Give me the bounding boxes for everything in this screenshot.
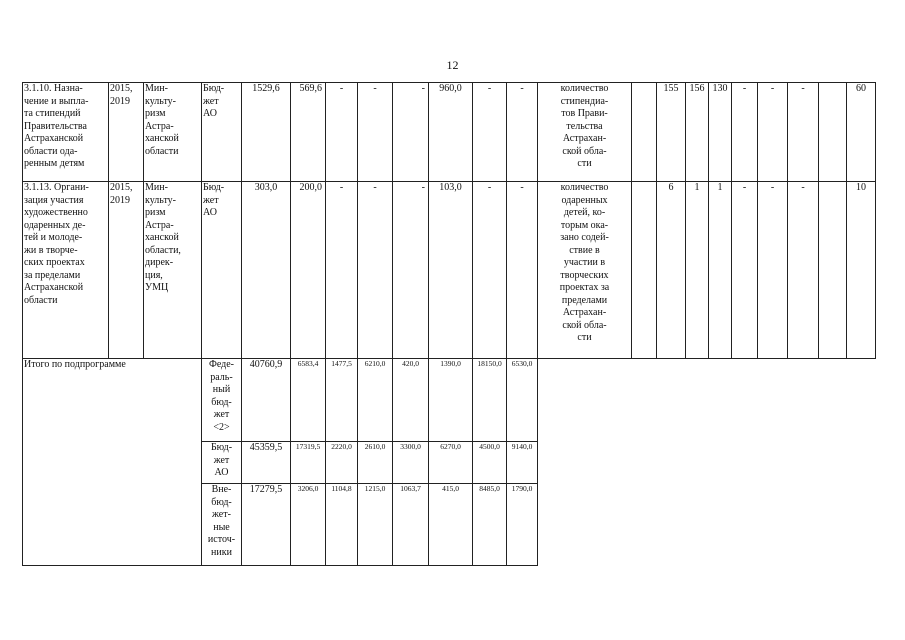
column-divider	[325, 358, 326, 565]
column-divider	[22, 358, 23, 565]
total-cell-y2: 2220,0	[331, 442, 352, 451]
table-cell-i3: 1	[717, 182, 723, 193]
total-cell-y7: 9140,0	[511, 442, 533, 451]
table-cell-total: 303,0	[254, 182, 278, 193]
total-cell-y1: 17319,5	[295, 442, 321, 451]
column-divider	[818, 82, 819, 358]
total-cell-y1: 3206,0	[297, 484, 319, 493]
table-cell-indicator: количество одаренных детей, ко- торым ока- зано содей- ствие в участии в творческих проектах за пределами Астрахан- ской обла- сти	[559, 182, 610, 343]
table-cell-y6: -	[487, 182, 492, 193]
table-cell-i6: -	[801, 182, 805, 193]
column-divider	[290, 82, 291, 358]
column-divider	[357, 358, 358, 565]
total-cell-y6: 18150,0	[477, 359, 502, 368]
table-cell-y3: -	[373, 83, 377, 94]
total-cell-y5: 415,0	[442, 484, 459, 493]
total-label: Итого по подпрограмме	[24, 359, 126, 370]
column-divider	[472, 358, 473, 565]
table-cell-y7: -	[520, 83, 524, 94]
column-divider	[108, 82, 109, 358]
column-divider	[506, 358, 507, 565]
column-divider	[757, 82, 758, 358]
column-divider	[537, 82, 538, 358]
column-divider	[537, 358, 538, 565]
table-cell-y5: 103,0	[439, 182, 462, 193]
total-cell-y3: 2610,0	[364, 442, 386, 451]
table-cell-y2: -	[339, 83, 344, 94]
total-cell-y7: 6530,0	[511, 359, 533, 368]
total-cell-y2: 1477,5	[331, 359, 352, 368]
table-cell-total: 1529,6	[252, 83, 280, 94]
table-cell-i8: 60	[856, 83, 866, 94]
total-cell-y7: 1790,0	[511, 484, 533, 493]
total-cell-y4: 3300,0	[400, 442, 421, 451]
column-divider	[656, 82, 657, 358]
column-divider	[631, 82, 632, 358]
total-cell-y4: 1063,7	[400, 484, 421, 493]
column-divider	[506, 82, 507, 358]
table-cell-y3: -	[373, 182, 377, 193]
table-cell-i_base	[633, 182, 655, 357]
column-divider	[201, 358, 202, 565]
total-cell-y3: 6210,0	[364, 359, 386, 368]
table-cell-years: 2015, 2019	[110, 182, 133, 206]
table-cell-i4: -	[742, 182, 747, 193]
column-divider	[875, 82, 876, 358]
column-divider	[392, 82, 393, 358]
table-cell-y1: 200,0	[299, 182, 322, 193]
page-number: 12	[446, 58, 459, 72]
column-divider	[731, 82, 732, 358]
column-divider	[143, 82, 144, 358]
total-cell-y5: 6270,0	[440, 442, 461, 451]
column-divider	[428, 82, 429, 358]
column-divider	[241, 82, 242, 358]
table-cell-i2: 1	[694, 182, 700, 193]
total-cell-y4: 420,0	[402, 359, 419, 368]
table-cell-y6: -	[487, 83, 492, 94]
column-divider	[472, 82, 473, 358]
total-cell-source: Феде- раль- ный бюд- жет <2>	[208, 359, 235, 433]
table-cell-y7: -	[520, 182, 524, 193]
total-cell-y6: 8485,0	[479, 484, 500, 493]
total-cell-y1: 6583,4	[297, 359, 319, 368]
table-cell-i2: 156	[689, 83, 705, 94]
table-cell-y2: -	[339, 182, 344, 193]
table-cell-i7	[820, 182, 845, 357]
table-cell-i4: -	[742, 83, 747, 94]
table-cell-i8: 10	[856, 182, 866, 193]
total-cell-total: 17279,5	[249, 484, 283, 495]
column-divider	[846, 82, 847, 358]
table-cell-i5: -	[770, 182, 775, 193]
total-cell-y6: 4500,0	[479, 442, 500, 451]
column-divider	[290, 358, 291, 565]
table-cell-years: 2015, 2019	[110, 83, 133, 107]
column-divider	[685, 82, 686, 358]
table-cell-source: Бюд- жет АО	[203, 83, 225, 119]
column-divider	[241, 358, 242, 565]
column-divider	[787, 82, 788, 358]
table-cell-name: 3.1.13. Органи- зация участия художественно одаренных де- тей и молоде- жи в творче- ских проектах за пределами Астраханской области	[24, 182, 89, 306]
table-cell-source: Бюд- жет АО	[203, 182, 225, 218]
row-divider	[22, 565, 538, 566]
column-divider	[22, 82, 23, 358]
table-cell-i1: 155	[663, 83, 679, 94]
table-cell-i1: 6	[668, 182, 674, 193]
column-divider	[428, 358, 429, 565]
table-cell-i3: 130	[712, 83, 728, 94]
total-cell-source: Бюд- жет АО	[210, 442, 233, 478]
column-divider	[201, 82, 202, 358]
table-cell-executor: Мин- культу- ризм Астра- ханской области, дирек- ция, УМЦ	[145, 182, 181, 293]
table-cell-i5: -	[770, 83, 775, 94]
table-cell-y4: -	[421, 182, 425, 193]
table-cell-indicator: количество стипендиа- тов Прави- тельства Астрахан- ской обла- сти	[560, 83, 609, 169]
column-divider	[325, 82, 326, 358]
total-cell-total: 40760,9	[249, 359, 283, 370]
column-divider	[357, 82, 358, 358]
table-cell-i6: -	[801, 83, 805, 94]
table-cell-name: 3.1.10. Назна- чение и выпла- та стипендий Правительства Астраханской области ода- ренным детям	[24, 83, 89, 169]
table-cell-i_base	[633, 83, 655, 180]
total-cell-y5: 1390,0	[440, 359, 461, 368]
total-cell-y2: 1104,8	[331, 484, 352, 493]
total-cell-source: Вне- бюд- жет- ные источ- ники	[207, 484, 236, 558]
column-divider	[708, 82, 709, 358]
total-cell-y3: 1215,0	[364, 484, 386, 493]
total-cell-total: 45359,5	[249, 442, 283, 453]
table-cell-y1: 569,6	[299, 83, 322, 94]
table-cell-executor: Мин- культу- ризм Астра- ханской области	[145, 83, 179, 157]
table-cell-y4: -	[421, 83, 425, 94]
column-divider	[392, 358, 393, 565]
table-cell-i7	[820, 83, 845, 180]
table-cell-y5: 960,0	[439, 83, 462, 94]
